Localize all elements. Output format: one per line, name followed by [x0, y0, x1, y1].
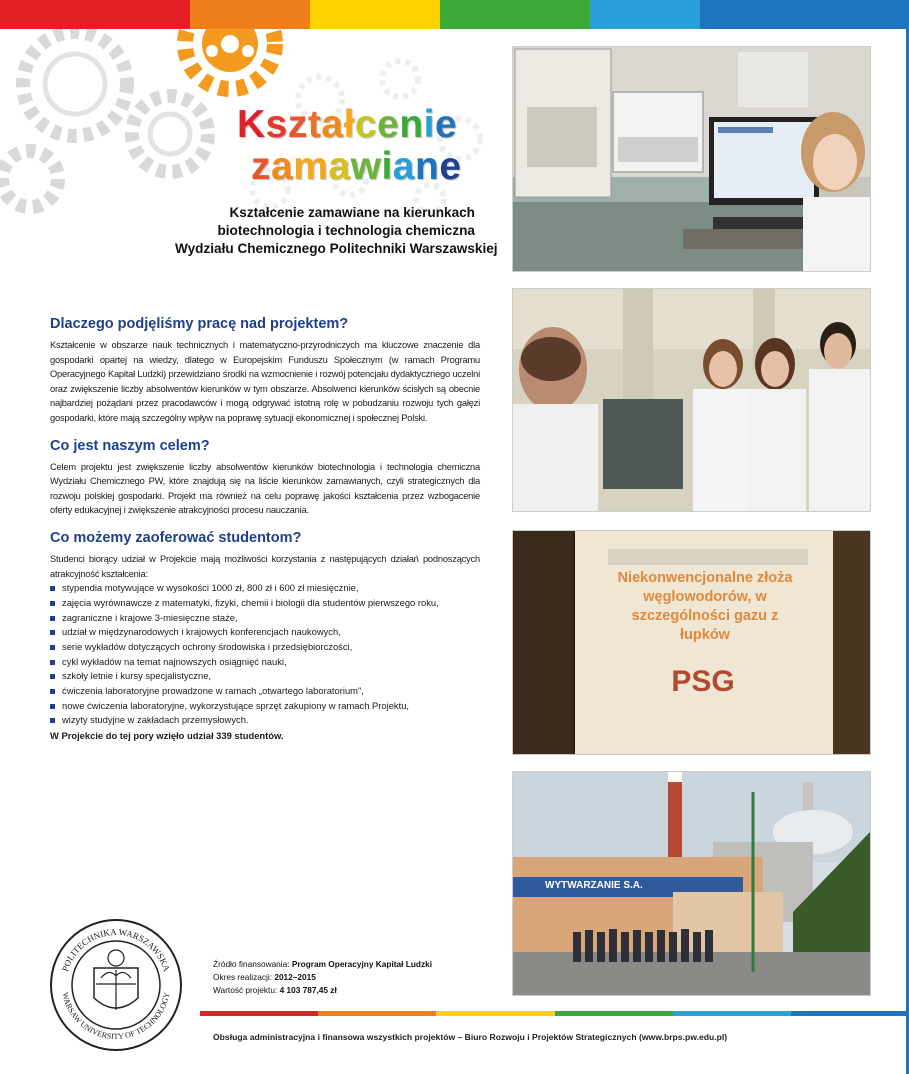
list-item: stypendia motywujące w wysokości 1000 zł, 800 zł i 600 zł miesięcznie, — [50, 581, 480, 596]
bar-orange — [190, 0, 310, 29]
factory-sign: WYTWARZANIE S.A. — [545, 880, 643, 891]
title-letter: i — [423, 103, 435, 146]
subtitle-line: Wydziału Chemicznego Politechniki Warszawskiej — [175, 241, 498, 256]
title-letter: a — [271, 145, 294, 188]
title-letter: i — [381, 145, 393, 188]
title-letter: z — [251, 145, 271, 188]
title-letter: e — [439, 145, 462, 188]
funding-source-value: Program Operacyjny Kapitał Ludzki — [291, 959, 433, 969]
bar-blue — [791, 1011, 909, 1016]
bar-yellow — [310, 0, 440, 29]
list-item: ćwiczenia laboratoryjne prowadzone w ramach „otwartego laboratorium", — [50, 684, 480, 699]
photo-lab-computer — [512, 46, 871, 272]
bar-lightblue — [673, 1011, 791, 1016]
funding-period-label: Okres realizacji: — [213, 972, 273, 982]
slide-title-line: Niekonwencjonalne złoża — [617, 570, 793, 586]
photo-students-lab — [512, 288, 871, 512]
title-letter: t — [307, 103, 322, 146]
list-item: wizyty studyjne w zakładach przemysłowych. — [50, 713, 480, 728]
page-title — [237, 104, 462, 188]
section-intro: Studenci biorący udział w Projekcie mają możliwości korzystania z następujących działań podnoszących atrakcyjność kształcenia: — [50, 553, 480, 579]
title-letter: e — [435, 103, 458, 146]
bar-red — [0, 0, 190, 29]
slide-title-line: szczególności gazu z — [631, 608, 779, 624]
bar-green — [555, 1011, 673, 1016]
seal-text-top: POLITECHNIKA WARSZAWSKA — [60, 926, 172, 973]
slide-title-line: łupków — [680, 627, 730, 643]
bar-red — [200, 1011, 318, 1016]
title-letter: e — [377, 103, 400, 146]
bar-yellow — [436, 1011, 554, 1016]
subtitle-line: Kształcenie zamawiane na kierunkach — [229, 205, 475, 220]
participants-summary: W Projekcie do tej pory wzięło udział 339 studentów. — [50, 730, 284, 742]
photo-plant-visit — [512, 771, 871, 996]
section-heading: Co jest naszym celem? — [50, 437, 210, 454]
bar-blue — [700, 0, 909, 29]
section-heading: Dlaczego podjęliśmy pracę nad projektem? — [50, 316, 349, 332]
subtitle-line: biotechnologia i technologia chemiczna — [217, 223, 475, 238]
main-content — [50, 316, 480, 741]
section-paragraph: Kształcenie w obszarze nauk technicznych i matematyczno-przyrodniczych ma kluczowe znaczenie dla gospodarki opartej na wiedzy, dlatego w Europejskim Funduszu Społecznym (w ramach Programu Operacyjnego Kapitał Ludzki) przewidziano środki na wzmocnienie i rozwój potencjału dydaktycznego uczelni oraz zwiększenie liczby absolwentów kierunków w tym obszarze. Absolwenci kierunków ścisłych są obecnie najbardziej pożądani przez pracodawców i mogą odgrywać istotną rolę w pobudzaniu rozwoju tych gałęzi gospodarki, które mają szczególny wpływ na poprawę sytuacji ekonomicznej i społecznej Polski. — [50, 340, 480, 423]
funding-value-label: Wartość projektu: — [213, 985, 278, 995]
slide-title — [605, 569, 805, 645]
top-color-bar — [0, 0, 909, 29]
photo-lecture-slide — [512, 530, 871, 755]
subtitle — [175, 204, 498, 258]
photo-lab-computer-art — [513, 47, 870, 271]
list-item: cykl wykładów na temat najnowszych osiągnięć nauki, — [50, 655, 480, 670]
title-letter: s — [265, 103, 288, 146]
bar-green — [440, 0, 590, 29]
funding-period-value: 2012–2015 — [274, 972, 316, 982]
seal-text-bottom: WARSAW UNIVERSITY OF TECHNOLOGY — [60, 991, 172, 1042]
funding-source-label: Źródło finansowania: — [213, 959, 290, 969]
title-letter: a — [321, 103, 344, 146]
footer-text: Obsługa administracyjna i finansowa wszystkich projektów – Biuro Rozwoju i Projektów Strategicznych (www.brps.pw.edu.pl) — [213, 1032, 728, 1042]
bar-lightblue — [590, 0, 700, 29]
list-item: serie wykładów dotyczących ochrony środowiska i przedsiębiorczości, — [50, 640, 480, 655]
title-letter: n — [399, 103, 424, 146]
funding-value-value: 4 103 787,45 zł — [279, 985, 337, 995]
title-letter: a — [392, 145, 415, 188]
list-item: nowe ćwiczenia laboratoryjne, wykorzystujące sprzęt zakupiony w ramach Projektu, — [50, 699, 480, 714]
title-letter: ł — [343, 103, 355, 146]
section-paragraph: Celem projektu jest zwiększenie liczby absolwentów kierunków biotechnologia i technologia chemiczna Wydziału Chemicznego PW, które znajdują się na liście kierunków zamawianych, czyli strategicznych dla rozwoju polskiej gospodarki. Projekt ma również na celu poprawę jakości kształcenia przez wzbogacenie oferty edukacyjnej i zwiększenie atrakcyjności procesu nauczania. — [50, 461, 480, 516]
title-letter: K — [237, 103, 266, 146]
list-item: zagraniczne i krajowe 3-miesięczne staże, — [50, 611, 480, 626]
university-seal — [49, 918, 183, 1052]
bottom-color-bar — [200, 1011, 909, 1016]
photo-students-lab-art — [513, 289, 870, 511]
list-item: zajęcia wyrównawcze z matematyki, fizyki, chemii i biologii dla studentów pierwszego roku, — [50, 596, 480, 611]
slide-title-line: węglowodorów, w — [643, 589, 767, 605]
bar-orange — [318, 1011, 436, 1016]
title-letter: z — [287, 103, 308, 146]
benefits-list — [50, 581, 480, 728]
title-letter: m — [293, 145, 329, 188]
list-item: szkoły letnie i kursy specjalistyczne, — [50, 669, 480, 684]
title-letter: w — [350, 145, 382, 188]
title-letter: c — [354, 103, 378, 146]
section-heading: Co możemy zaoferować studentom? — [50, 529, 302, 546]
funding-info — [213, 958, 432, 997]
slide-logo-text: PSG — [671, 665, 735, 698]
list-item: udział w międzynarodowych i krajowych konferencjach naukowych, — [50, 625, 480, 640]
title-letter: n — [414, 145, 440, 188]
title-letter: a — [328, 145, 351, 188]
